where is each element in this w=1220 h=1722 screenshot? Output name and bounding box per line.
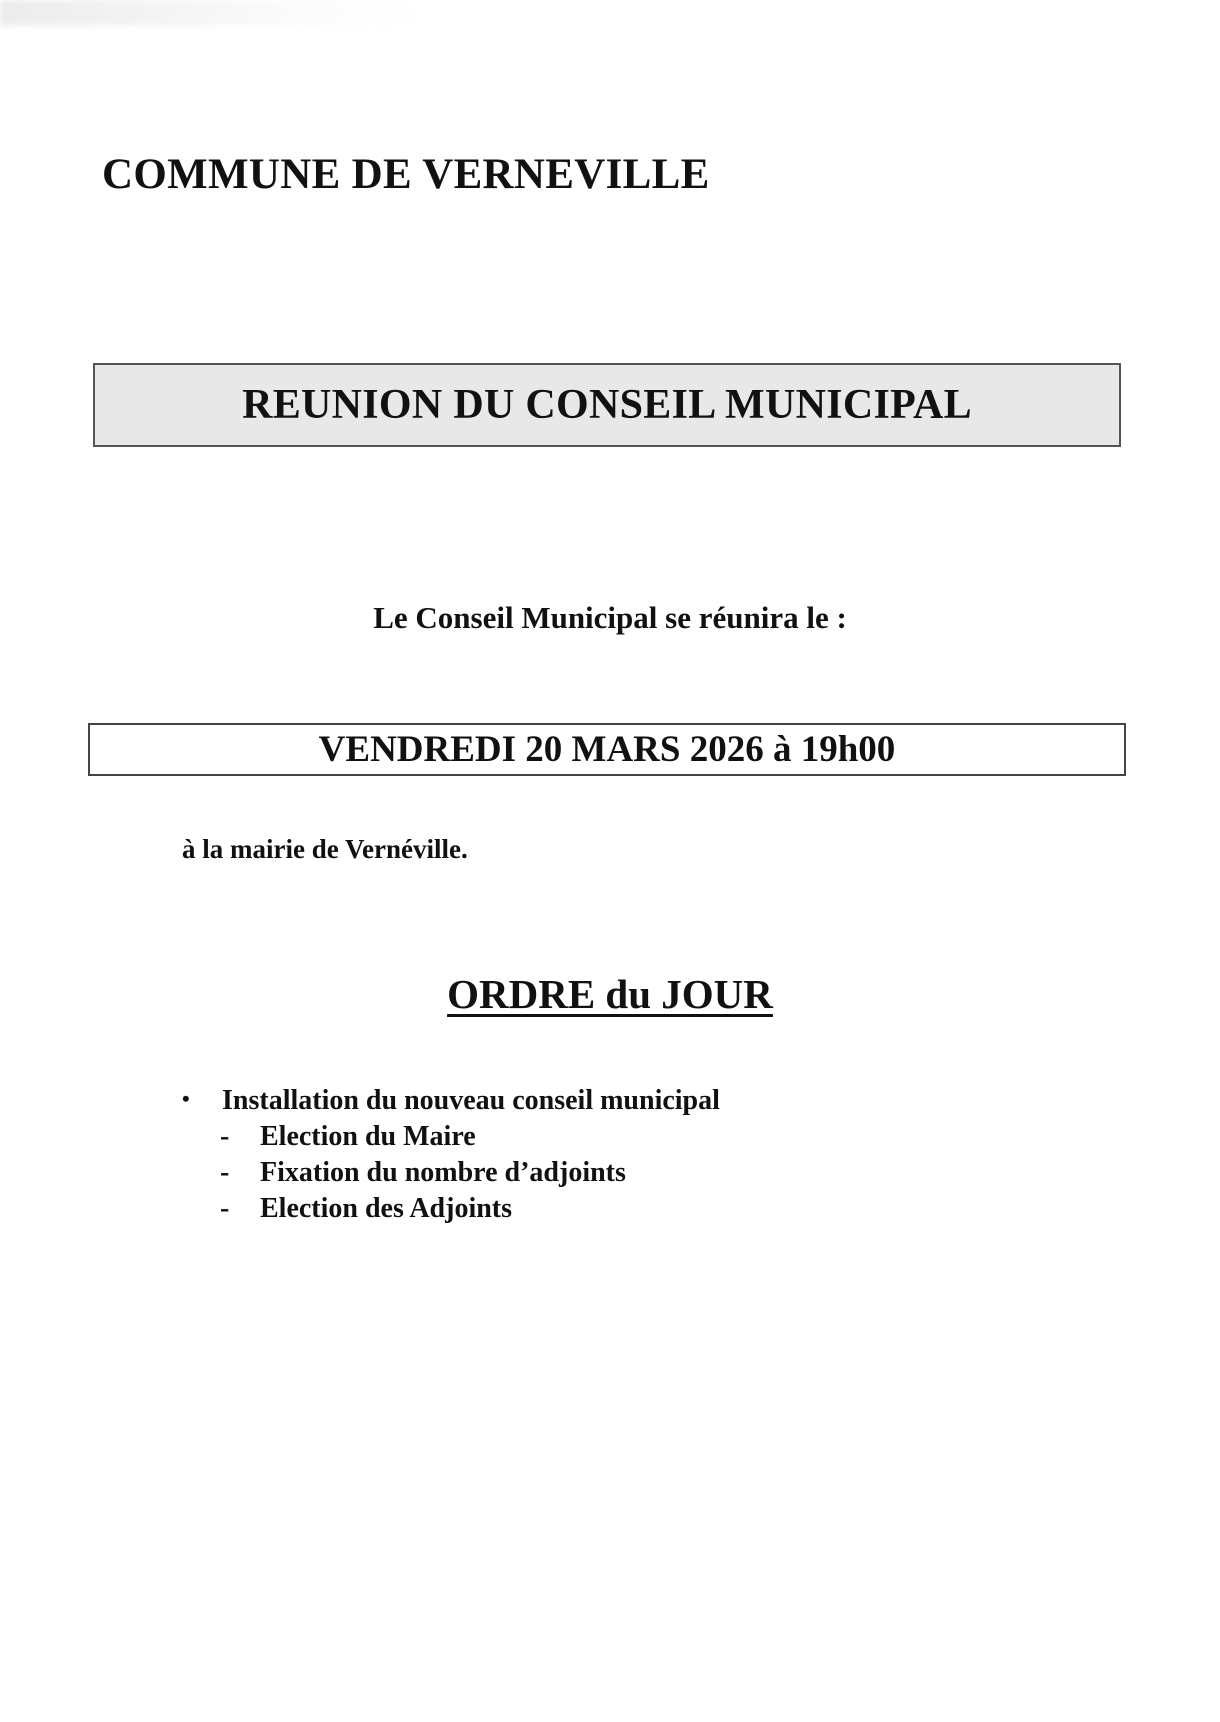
commune-heading: COMMUNE DE VERNEVILLE	[102, 151, 710, 198]
agenda-sub-item	[182, 1157, 720, 1193]
agenda-heading: ORDRE du JOUR	[447, 971, 773, 1017]
meeting-date-box	[88, 723, 1126, 776]
dash-icon: -	[220, 1193, 230, 1224]
scan-artifact	[0, 0, 420, 26]
agenda-sub-item-label: Election des Adjoints	[260, 1193, 513, 1224]
dash-icon: -	[220, 1157, 230, 1188]
agenda-sub-item	[182, 1121, 720, 1157]
dash-icon: -	[220, 1121, 230, 1152]
agenda-sub-item	[182, 1193, 720, 1229]
agenda-sub-item-label: Election du Maire	[260, 1121, 476, 1152]
agenda-sub-item-label: Fixation du nombre d’adjoints	[260, 1157, 626, 1188]
meeting-intro: Le Conseil Municipal se réunira le :	[373, 600, 847, 635]
bullet-icon: •	[182, 1086, 190, 1111]
meeting-title: REUNION DU CONSEIL MUNICIPAL	[242, 382, 972, 428]
agenda-sub-list	[182, 1121, 720, 1229]
agenda-main-item-label: Installation du nouveau conseil municipal	[222, 1085, 720, 1116]
agenda-list	[182, 1085, 720, 1229]
meeting-title-box	[93, 363, 1121, 447]
meeting-location: à la mairie de Vernéville.	[182, 834, 468, 864]
agenda-main-item	[182, 1085, 720, 1121]
meeting-datetime: VENDREDI 20 MARS 2026 à 19h00	[318, 729, 896, 770]
